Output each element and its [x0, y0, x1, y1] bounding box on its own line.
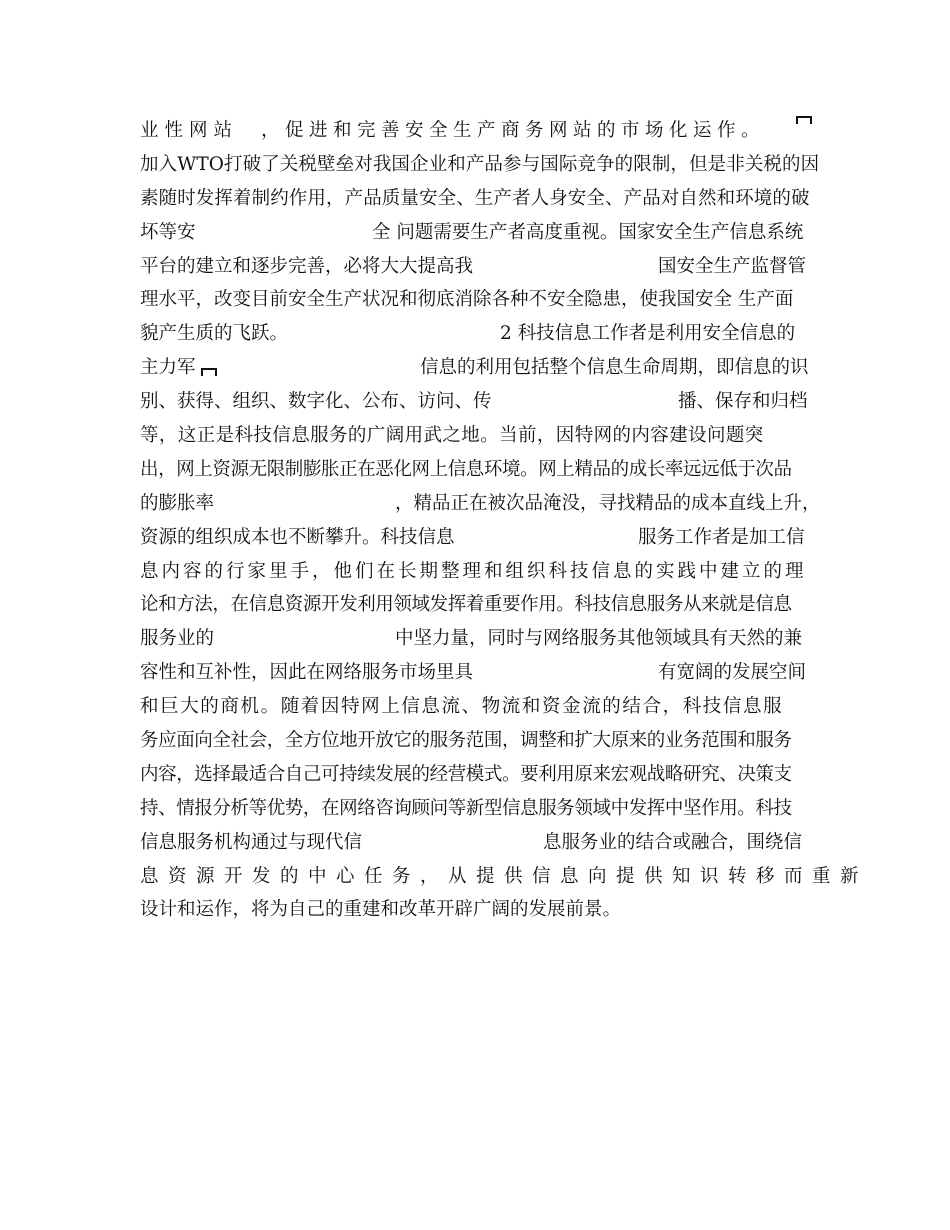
- text-line: [140, 794, 812, 824]
- text-segment: ，精品正在被次品淹没，寻找精品的成本直线上升，: [395, 492, 821, 514]
- text-line: [140, 455, 812, 485]
- bracket-mark-icon: [201, 368, 217, 376]
- text-segment: 别、获得、组织、数字化、公布、访问、传: [140, 391, 492, 413]
- text-segment: 服务业的: [140, 628, 215, 650]
- text-line: [140, 387, 812, 417]
- text-segment: 息服务业的结合或融合，围绕信: [543, 831, 803, 853]
- text-segment: 加入WTO打破了关税壁垒对我国企业和产品参与国际竞争的限制，但是非关税的因: [140, 153, 820, 175]
- text-line: [140, 726, 812, 756]
- text-line: [140, 624, 812, 654]
- text-line: [140, 116, 812, 146]
- text-line: [140, 828, 812, 858]
- text-segment: 务应面向全社会，全方位地开放它的服务范围，调整和扩大原来的业务范围和服务: [140, 730, 792, 752]
- text-segment: 中坚力量，同时与网络服务其他领域具有天然的兼: [395, 628, 803, 650]
- text-line: [140, 590, 812, 620]
- bracket-mark-icon: [796, 116, 812, 124]
- text-segment: ，促进和完善安全生产商务网站的市场化运作。: [261, 120, 766, 141]
- text-segment: 持、情报分析等优势，在网络咨询顾问等新型信息服务领域中发挥中坚作用。科技: [140, 797, 792, 819]
- text-segment: 信息的利用包括整个信息生命周期，即信息的识: [420, 357, 809, 379]
- text-segment: 全 问题需要生产者高度重视。国家安全生产信息系统: [372, 221, 804, 243]
- text-segment: 信息服务机构通过与现代信: [140, 831, 363, 853]
- text-segment: 平台的建立和逐步完善，必将大大提高我: [140, 255, 474, 277]
- text-line: [140, 692, 812, 722]
- text-segment: 容性和互补性，因此在网络服务市场里具: [140, 662, 474, 684]
- text-segment: 论和方法，在信息资源开发利用领域发挥着重要作用。科技信息服务从来就是信息: [140, 594, 792, 616]
- text-line: [140, 319, 812, 349]
- text-line: [140, 184, 812, 214]
- text-segment: 资源的组织成本也不断攀升。科技信息: [140, 526, 455, 548]
- text-line: [140, 760, 812, 790]
- text-segment: 理水平，改变目前安全生产状况和彻底消除各种不安全隐患，使我国安全 生产面: [140, 289, 794, 311]
- text-line: [140, 252, 812, 282]
- text-line: [140, 557, 812, 587]
- text-line: [140, 895, 812, 925]
- text-line: [140, 523, 812, 553]
- text-segment: 素随时发挥着制约作用，产品质量安全、生产者人身安全、产品对自然和环境的破: [140, 187, 810, 209]
- text-segment: 出，网上资源无限制膨胀正在恶化网上信息环境。网上精品的成长率远远低于次品: [140, 458, 792, 480]
- text-line: [140, 353, 812, 383]
- text-line: [140, 658, 812, 688]
- text-segment: 和巨大的商机。随着因特网上信息流、物流和资金流的结合，科技信息服: [140, 696, 784, 718]
- text-segment: 息内容的行家里手，他们在长期整理和组织科技信息的实践中建立的理: [140, 560, 807, 582]
- body-text: [140, 116, 869, 929]
- text-line: [140, 150, 820, 180]
- text-segment: 貌产生质的飞跃。: [140, 323, 289, 345]
- text-segment: 坏等安: [140, 221, 196, 243]
- text-segment: 服务工作者是加工信: [638, 526, 805, 548]
- text-line: [140, 489, 821, 519]
- text-line: [140, 218, 812, 248]
- text-segment: 业性网站: [140, 120, 239, 141]
- text-segment: 内容，选择最适合自己可持续发展的经营模式。要利用原来宏观战略研究、决策支: [140, 763, 792, 785]
- text-segment: 主力军: [140, 357, 196, 379]
- text-segment: 的膨胀率: [140, 492, 215, 514]
- text-segment: 息资源开发的中心任务，从提供信息向提供知识转移而重新: [140, 865, 869, 887]
- text-segment: 播、保存和归档: [678, 391, 808, 413]
- text-segment: 2 科技信息工作者是利用安全信息的: [500, 323, 796, 345]
- text-segment: 等，这正是科技信息服务的广阔用武之地。当前，因特网的内容建设问题突: [140, 425, 764, 447]
- text-line: [140, 421, 812, 451]
- text-line: [140, 862, 869, 892]
- text-segment: 国安全生产监督管: [658, 255, 807, 277]
- text-segment: 设计和运作，将为自己的重建和改革开辟广阔的发展前景。: [140, 899, 622, 921]
- text-line: [140, 285, 812, 315]
- text-segment: 有宽阔的发展空间: [658, 662, 807, 684]
